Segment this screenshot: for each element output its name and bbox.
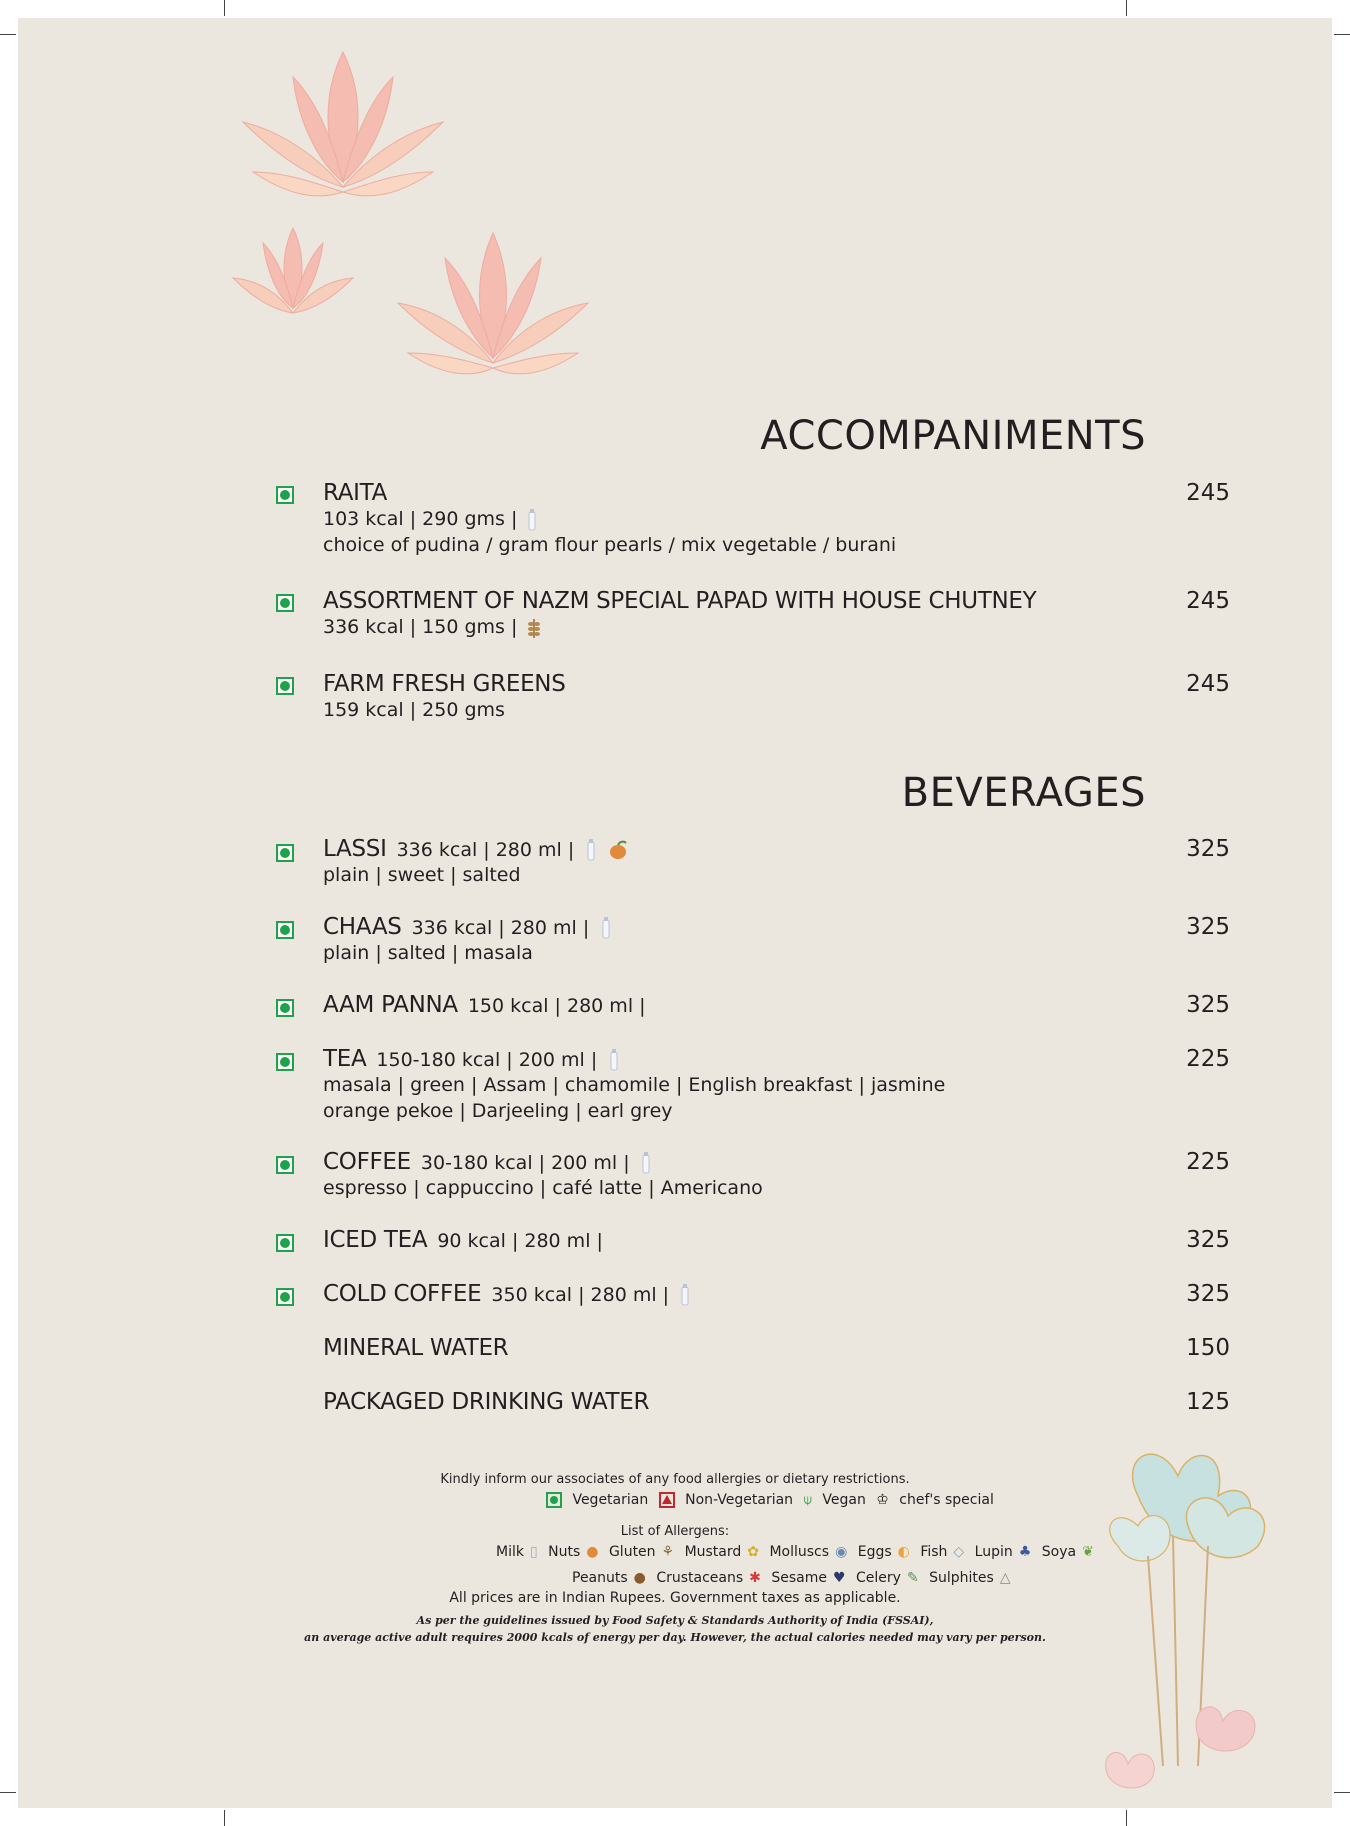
crop-mark [1334, 1792, 1350, 1793]
item-meta: 336 kcal | 280 ml | [411, 917, 590, 939]
milk-icon [609, 1049, 619, 1071]
item-meta: 103 kcal | 290 gms | [323, 508, 518, 530]
menu-item-name-line [323, 1149, 651, 1175]
molluscs-icon: ◉ [835, 1544, 848, 1560]
item-name: FARM FRESH GREENS [323, 671, 566, 697]
crop-mark [224, 1810, 225, 1826]
allergen-label: Celery [856, 1570, 901, 1586]
non-vegetarian-icon [659, 1492, 675, 1508]
vegetarian-icon [276, 844, 294, 862]
item-description: plain | sweet | salted [323, 864, 521, 886]
menu-item-name-line [323, 588, 1036, 614]
item-meta: 30-180 kcal | 200 ml | [420, 1152, 630, 1174]
item-name: TEA [323, 1046, 367, 1072]
section-title-beverages: BEVERAGES [901, 770, 1146, 816]
crop-mark [1334, 34, 1350, 35]
vegetarian-icon [276, 999, 294, 1017]
menu-item-name-line [323, 836, 629, 862]
nuts-icon [607, 839, 629, 861]
soya-icon: ❦ [1082, 1544, 1094, 1560]
allergen-label: Eggs [857, 1544, 892, 1560]
allergy-notice: Kindly inform our associates of any food allergies or dietary restrictions. [440, 1472, 910, 1487]
nuts-icon: ● [586, 1544, 599, 1560]
peanuts-icon: ● [633, 1570, 646, 1586]
allergen-label: Soya [1041, 1544, 1077, 1560]
diet-legend [546, 1492, 1000, 1508]
allergen-label: Crustaceans [656, 1570, 744, 1586]
crop-mark [224, 0, 225, 16]
menu-item-name-line [323, 1046, 619, 1072]
vegan-icon: ⍦ [803, 1492, 812, 1508]
allergens-row-2 [572, 1570, 1017, 1586]
vegetarian-icon [276, 1288, 294, 1306]
item-price: 325 [1186, 1281, 1230, 1307]
lotus-flower-icon [223, 218, 363, 338]
item-price: 245 [1186, 671, 1230, 697]
eggs-icon: ◐ [897, 1544, 910, 1560]
section-title-accompaniments: ACCOMPANIMENTS [760, 413, 1146, 459]
menu-page [18, 18, 1332, 1808]
vegetarian-icon [276, 677, 294, 695]
lupin-icon: ♣ [1018, 1544, 1032, 1560]
crop-mark [1126, 1810, 1127, 1826]
allergens-title: List of Allergens: [620, 1524, 730, 1539]
menu-item-name-line [323, 1389, 649, 1415]
milk-icon: ▯ [529, 1544, 538, 1560]
crop-mark [0, 34, 16, 35]
gluten-icon: ⚘ [661, 1544, 675, 1560]
celery-icon: ✎ [906, 1570, 919, 1586]
item-description: espresso | cappuccino | café latte | Americano [323, 1177, 763, 1199]
item-name: PACKAGED DRINKING WATER [323, 1389, 650, 1415]
fssai-note-line-2: an average active adult requires 2000 kcals of energy per day. However, the actual calories needed may vary per person. [304, 1631, 1046, 1644]
allergen-label: Sesame [771, 1570, 827, 1586]
menu-item-name-line [323, 992, 646, 1018]
item-price: 325 [1186, 1227, 1230, 1253]
sesame-icon: ♥ [832, 1570, 846, 1586]
item-meta: 336 kcal | 150 gms | [323, 616, 518, 638]
menu-item-name-line [323, 480, 387, 506]
item-price: 225 [1186, 1046, 1230, 1072]
mustard-icon: ✿ [747, 1544, 760, 1560]
allergen-label: Sulphites [929, 1570, 994, 1586]
item-name: LASSI [323, 836, 387, 862]
item-meta: 150-180 kcal | 200 ml | [376, 1049, 598, 1071]
milk-icon [680, 1284, 690, 1306]
legend-vegetarian: Vegetarian [572, 1492, 649, 1508]
item-meta-line [323, 508, 537, 531]
item-name: AAM PANNA [323, 992, 458, 1018]
vegetarian-icon [276, 1156, 294, 1174]
fish-icon: ◇ [953, 1544, 965, 1560]
milk-icon [641, 1152, 651, 1174]
item-meta: 159 kcal | 250 gms [323, 699, 505, 721]
menu-item-name-line [323, 1281, 690, 1307]
milk-icon [601, 917, 611, 939]
allergen-label: Mustard [684, 1544, 742, 1560]
item-description: choice of pudina / gram flour pearls / mix vegetable / burani [323, 534, 897, 556]
chef-hat-icon: ♔ [876, 1492, 889, 1508]
vegetarian-icon [546, 1492, 562, 1508]
vegetarian-icon [276, 1234, 294, 1252]
menu-item-name-line [323, 914, 611, 940]
allergen-label: Milk [496, 1544, 524, 1560]
allergens-row-1 [496, 1544, 1100, 1560]
allergen-label: Lupin [974, 1544, 1013, 1560]
gluten-icon [527, 617, 541, 639]
crop-mark [1126, 0, 1127, 16]
menu-item-name-line [323, 671, 566, 697]
item-price: 325 [1186, 914, 1230, 940]
item-name: COFFEE [323, 1149, 411, 1175]
item-description: masala | green | Assam | chamomile | English breakfast | jasmine [323, 1074, 946, 1096]
menu-item-name-line [323, 1335, 508, 1361]
allergen-label: Nuts [548, 1544, 581, 1560]
item-price: 325 [1186, 836, 1230, 862]
item-meta: 150 kcal | 280 ml | [467, 995, 646, 1017]
allergen-label: Fish [920, 1544, 948, 1560]
item-name: CHAAS [323, 914, 402, 940]
allergen-label: Peanuts [572, 1570, 628, 1586]
legend-chefs-special: chef's special [899, 1492, 994, 1508]
item-price: 245 [1186, 480, 1230, 506]
milk-icon [527, 509, 537, 531]
item-description: plain | salted | masala [323, 942, 533, 964]
item-name: MINERAL WATER [323, 1335, 509, 1361]
item-meta: 90 kcal | 280 ml | [437, 1230, 603, 1252]
item-price: 245 [1186, 588, 1230, 614]
allergen-label: Gluten [608, 1544, 656, 1560]
allergen-label: Molluscs [769, 1544, 830, 1560]
fssai-note-line-1: As per the guidelines issued by Food Safety & Standards Authority of India (FSSAI), [416, 1614, 934, 1627]
prices-note: All prices are in Indian Rupees. Government taxes as applicable. [449, 1590, 901, 1606]
item-name: ICED TEA [323, 1227, 428, 1253]
vegetarian-icon [276, 486, 294, 504]
item-meta: 350 kcal | 280 ml | [491, 1284, 670, 1306]
menu-item-name-line [323, 1227, 603, 1253]
vegetarian-icon [276, 594, 294, 612]
item-price: 125 [1186, 1389, 1230, 1415]
lotus-flower-icon [223, 32, 463, 232]
item-description-continued: orange pekoe | Darjeeling | earl grey [323, 1100, 673, 1122]
item-name: COLD COFFEE [323, 1281, 482, 1307]
lotus-flower-icon [383, 218, 603, 408]
item-meta: 336 kcal | 280 ml | [396, 839, 575, 861]
item-price: 150 [1186, 1335, 1230, 1361]
crustaceans-icon: ✱ [749, 1570, 761, 1586]
vegetarian-icon [276, 1053, 294, 1071]
milk-icon [586, 839, 596, 861]
item-meta-line [323, 616, 541, 639]
item-price: 225 [1186, 1149, 1230, 1175]
item-price: 325 [1186, 992, 1230, 1018]
legend-non-vegetarian: Non-Vegetarian [685, 1492, 794, 1508]
legend-vegan: Vegan [822, 1492, 866, 1508]
vegetarian-icon [276, 921, 294, 939]
sulphites-icon: △ [999, 1570, 1011, 1586]
item-name: ASSORTMENT OF NAZM SPECIAL PAPAD WITH HOUSE CHUTNEY [323, 588, 1037, 614]
item-name: RAITA [323, 480, 388, 506]
crop-mark [0, 1792, 16, 1793]
